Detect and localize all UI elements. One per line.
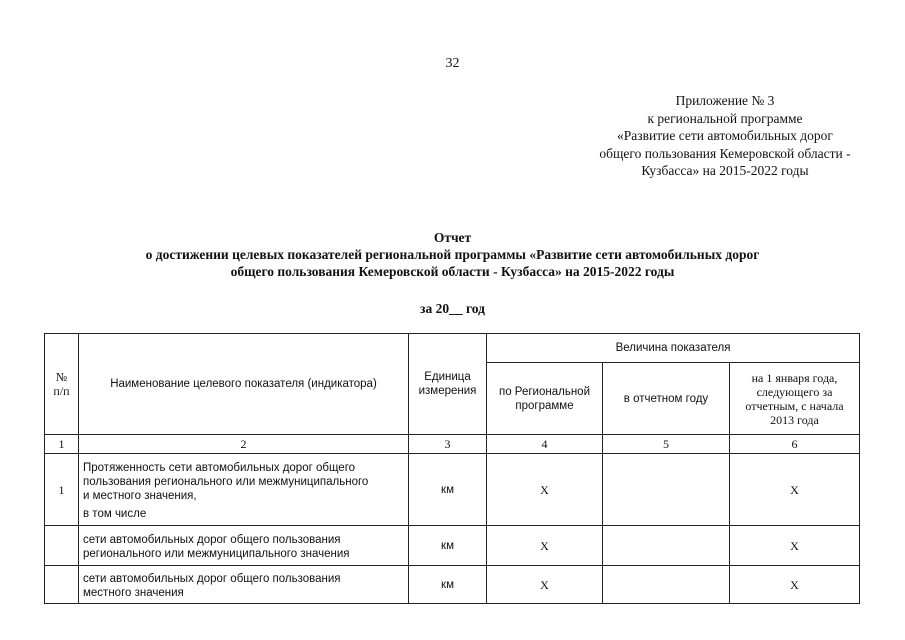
header-jan1-line: 2013 года [770,412,819,427]
column-number: 4 [487,435,603,454]
indicators-table [44,333,860,604]
header-unit-line: Единица [424,371,471,383]
indicator-name-line: Протяженность сети автомобильных дорог общего [83,461,356,474]
appendix-line: Приложение № 3 [675,93,775,108]
header-num-line: № [55,370,68,384]
header-indicator-name: Наименование целевого показателя (индикатора) [79,334,409,435]
reporting-year-cell [603,454,730,526]
jan1-value-cell: Х [730,526,860,566]
header-reporting-year: в отчетном году [603,363,730,435]
report-title [60,229,845,280]
unit-cell: км [409,526,487,566]
column-number: 3 [409,435,487,454]
header-num [45,334,79,435]
column-number: 5 [603,435,730,454]
appendix-line: общего пользования Кемеровской области - [599,145,851,161]
unit-cell: км [409,566,487,604]
reporting-year-cell [603,566,730,604]
jan1-value-cell: Х [730,454,860,526]
row-number: 1 [45,454,79,526]
column-number: 2 [79,435,409,454]
indicator-name-line: местного значения [83,586,184,599]
table-row [45,566,860,604]
indicator-name-line: сети автомобильных дорог общего пользования [83,572,341,585]
header-value-group: Величина показателя [487,334,860,363]
report-title-line: общего пользования Кемеровской области - Кузбасса» на 2015-2022 годы [230,264,675,279]
header-num-line: п/п [53,384,70,398]
indicator-name-line: пользования регионального или межмуниципального [83,475,369,488]
row-number [45,566,79,604]
indicator-name-line: регионального или межмуниципального значения [83,547,350,560]
column-number-row [45,435,860,454]
program-value-cell: Х [487,566,603,604]
header-by-program-line: по Региональной [498,385,590,398]
unit-cell: км [409,454,487,526]
header-jan1-line: отчетным, с начала [745,398,844,413]
program-value-cell: Х [487,526,603,566]
header-by-program [487,363,603,435]
table-row [45,526,860,566]
row-number [45,526,79,566]
jan1-value-cell: Х [730,566,860,604]
page-number: 32 [445,56,460,71]
table-row [45,454,860,526]
appendix-line: к региональной программе [647,110,803,126]
header-jan1-line: на 1 января года, [751,370,838,385]
header-unit-line: измерения [418,385,477,397]
header-as-of-jan1 [730,363,860,435]
appendix-line: «Развитие сети автомобильных дорог [617,128,833,143]
appendix-note [560,92,890,180]
column-number: 1 [45,435,79,454]
header-by-program-line: программе [515,399,574,412]
indicator-name [79,526,409,566]
report-title-line: Отчет [433,230,472,245]
header-unit [409,334,487,435]
indicator-name-tail: в том числе [83,507,147,520]
column-number: 6 [730,435,860,454]
indicator-name-line: и местного значения, [83,489,197,502]
program-value-cell: Х [487,454,603,526]
appendix-line: Кузбасса» на 2015-2022 годы [641,163,809,178]
indicator-name [79,454,409,526]
indicator-name-line: сети автомобильных дорог общего пользования [83,533,341,546]
reporting-year-cell [603,526,730,566]
report-title-line: о достижении целевых показателей региональной программы «Развитие сети автомобильных дорог [145,247,760,262]
indicator-name [79,566,409,604]
report-period: за 20__ год [420,301,485,316]
header-jan1-line: следующего за [756,384,833,399]
